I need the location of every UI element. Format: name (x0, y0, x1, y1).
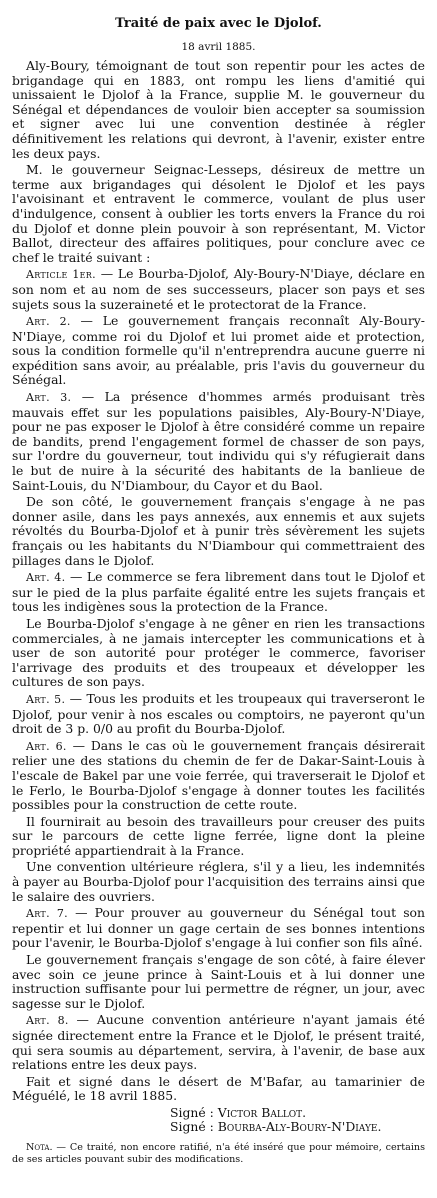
article-2: Art. 2. — Le gouvernement français reconnaît Aly-Boury-N'Diaye, comme roi du Djolof et lui promet aide et protection, sous la condition formelle qu'il n'entreprendra aucune guerre ni expédition sans avoir, au préalable, pris l'avis du gouverneur du Sénégal. (12, 313, 425, 388)
article-label: Art. 3. (26, 391, 72, 405)
article-5: Art. 5. — Tous les produits et les troupeaux qui traverseront le Djolof, pour venir à nos escales ou comptoirs, ne payeront qu'un droit de 3 p. 0/0 au profit du Bourba-Djolof. (12, 690, 425, 737)
document-date: 18 avril 1885. (181, 41, 256, 53)
article-3: Art. 3. — La présence d'hommes armés produisant très mauvais effet sur les populations paisibles, Aly-Boury-N'Diaye, pour ne pas exposer le Djolof à être considéré comme un repaire de bandits, prend l'engagement formel de chasser de son pays, sur l'ordre du gouverneur, tout individu qui s'y réfugierait dans le but de nuire à la sécurité des habitants de la banlieue de Saint-Louis, du N'Diambour, du Cayor et du Baol. (12, 389, 425, 493)
article-label: Art. 4. (26, 571, 66, 585)
document-title: Traité de paix avec le Djolof. (115, 16, 322, 31)
footnote-label: Nota. (26, 1141, 53, 1153)
paragraph-article-6-cont-1: Il fournirait au besoin des travailleurs pour creuser des puits sur le parcours de cette ligne ferrée, ligne dont la pleine propriété appartiendrait à la France. (12, 813, 425, 858)
article-label: Art. 7. (26, 907, 68, 921)
article-label: Art. 5. (26, 692, 66, 706)
article-8: Art. 8. — Aucune convention antérieure n'ayant jamais été signée directement entre la France et le Djolof, le présent traité, qui sera soumis au département, servira, à l'avenir, de base aux relations entre les deux pays. (12, 1012, 425, 1073)
paragraph-preamble: Aly-Boury, témoignant de tout son repentir pour les actes de brigandage qui en 1883, ont rompu les liens d'amitié qui unissaient le Djolof à la France, supplie M. le gouverneur du Sénégal et dépendances de vouloir bien accepter sa soumission et signer avec lui une convention destinée à régler définitivement les relations qui devront, à l'avenir, exister entre les deux pays. (12, 58, 425, 161)
footnote (12, 1142, 425, 1166)
article-label: Article 1er. (26, 268, 96, 282)
paragraph-signing-place: Fait et signé dans le désert de M'Bafar, au tamarinier de Méguélé, le 18 avril 1885. (12, 1073, 425, 1104)
article-1: Article 1er. — Le Bourba-Djolof, Aly-Boury-N'Diaye, déclare en son nom et au nom de ses successeurs, placer son pays et ses sujets sous la suzeraineté et le protectorat de la France. (12, 266, 425, 312)
signature-block (12, 1106, 425, 1134)
footnote-text: — Ce traité, non encore ratifié, n'a été inséré que pour mémoire, certains de ses articles pouvant subir des modifications. (12, 1141, 425, 1165)
signature-bourba: Signé : Bourba-Aly-Boury-N'Diaye. (170, 1118, 382, 1134)
article-label: Art. 6. (26, 739, 67, 753)
article-label: Art. 8. (26, 1014, 69, 1028)
treaty-body (12, 59, 425, 1104)
paragraph-article-3-cont: De son côté, le gouvernement français s'engage à ne pas donner asile, dans les pays annexés, aux ennemis et aux sujets révoltés du Bourba-Djolof et à punir très sévèrement les sujets français ou les habitants du N'Diambour qui commettraient des pillages dans le Djolof. (12, 494, 425, 568)
article-7: Art. 7. — Pour prouver au gouverneur du Sénégal tout son repentir et lui donner un gage certain de ses bonnes intentions pour l'avenir, le Bourba-Djolof s'engage à lui confier son fils aîné. (12, 905, 425, 951)
paragraph-governor: M. le gouverneur Seignac-Lesseps, désireux de mettre un terme aux brigandages qui désolent le Djolof et les pays l'avoisinant et entravent le commerce, voulant de plus user d'indulgence, consent à oublier les torts envers la France du roi du Djolof et donne plein pouvoir à son représentant, M. Victor Ballot, directeur des affaires politiques, pour conclure avec ce chef le traité suivant : (12, 162, 425, 265)
paragraph-article-7-cont: Le gouvernement français s'engage de son côté, à faire élever avec soin ce jeune prince à Saint-Louis et à lui donner une instruction suffisante pour lui permettre de régner, un jour, avec sagesse sur le Djolof. (12, 952, 425, 1011)
article-4: Art. 4. — Le commerce se fera librement dans tout le Djolof et sur le pied de la plus parfaite égalité entre les sujets français et tous les indigènes sous la protection de la France. (12, 569, 425, 615)
article-label: Art. 2. (26, 315, 71, 329)
paragraph-article-4-cont: Le Bourba-Djolof s'engage à ne gêner en rien les transactions commerciales, à ne jamais intercepter les communications et à user de son autorité pour protéger le commerce, favoriser l'arrivage des produits et des troupeaux et développer les cultures de son pays. (12, 615, 425, 690)
signature-ballot: Signé : Victor Ballot. (170, 1104, 307, 1120)
paragraph-article-6-cont-2: Une convention ultérieure réglera, s'il y a lieu, les indemnités à payer au Bourba-Djolof pour l'acquisition des terrains ainsi que le salaire des ouvriers. (12, 859, 425, 904)
article-6: Art. 6. — Dans le cas où le gouvernement français désirerait relier une des stations du chemin de fer de Dakar-Saint-Louis à l'escale de Bakel par une voie ferrée, qui traverserait le Djolof et le Ferlo, le Bourba-Djolof s'engage à donner toutes les facilités possibles pour la construction de cette route. (12, 737, 425, 813)
